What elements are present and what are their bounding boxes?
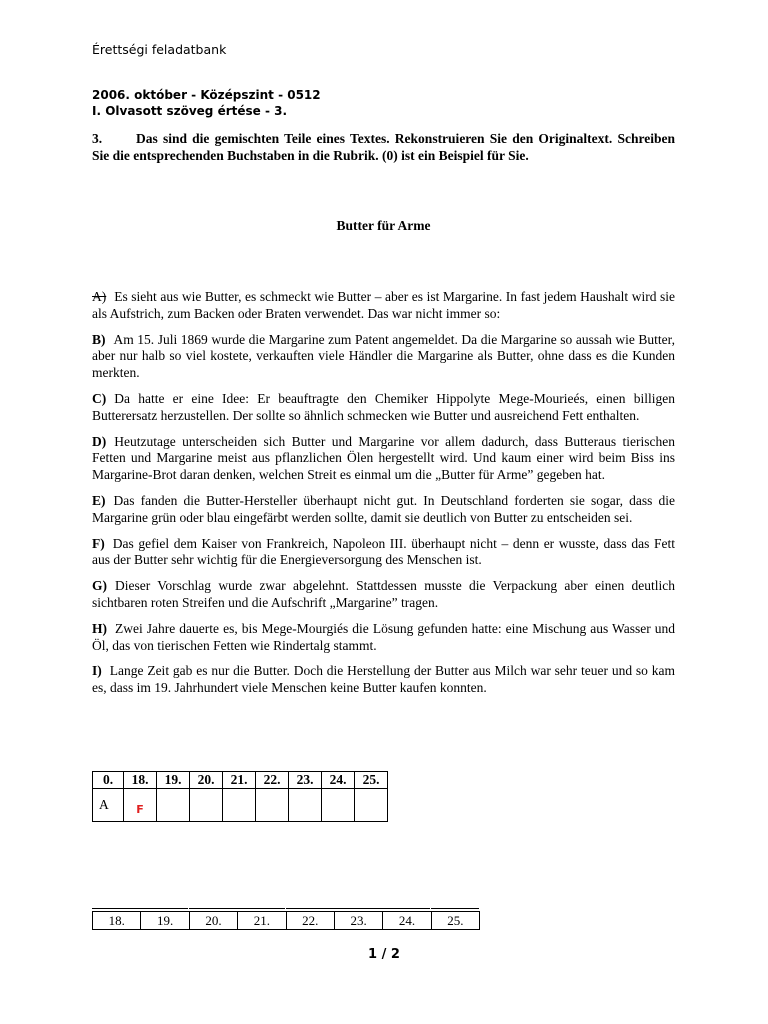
paragraph-label: C) bbox=[92, 390, 107, 406]
score-strip-label: 19. bbox=[156, 913, 174, 928]
paragraph-f bbox=[92, 536, 675, 570]
score-strip-label: 21. bbox=[253, 913, 270, 928]
paragraph-d bbox=[92, 434, 675, 484]
paragraph-text: Heutzutage unterscheiden sich Butter und Margarine vor allem dadurch, dass Butteraus tierischen Fetten und Margarine meist aus pflanzlichen Ölen hergestellt wird. Und kaum einer wird beim Biss ins Margarine-Brot daran denken, welchen Streit es einmal um die „Butter für Arme” gegeben hat. bbox=[92, 433, 675, 483]
answer-example-cell: A bbox=[93, 789, 124, 822]
paragraph-g bbox=[92, 578, 675, 612]
paragraph-label: G) bbox=[92, 578, 107, 594]
score-strip-cell bbox=[141, 912, 189, 929]
paragraph-i bbox=[92, 663, 675, 697]
answer-cell[interactable] bbox=[355, 789, 388, 822]
paragraph-text: Lange Zeit gab es nur die Butter. Doch die Herstellung der Butter aus Milch war sehr teuer und so kam es, dass im 19. Jahrhundert viele Menschen keine Butter kaufen konnten. bbox=[92, 663, 675, 696]
paragraph-text: Das gefiel dem Kaiser von Frankreich, Napoleon III. überhaupt nicht – denn er wusste, dass das Fett aus der Butter sehr wichtig für die Energieversorgung des Menschen ist. bbox=[92, 535, 675, 568]
answer-header: 0. bbox=[93, 772, 124, 789]
paragraph-h bbox=[92, 621, 675, 655]
paragraph-label: I) bbox=[92, 663, 102, 679]
paragraph-label: F) bbox=[92, 535, 105, 551]
score-strip-label: 20. bbox=[205, 913, 222, 928]
answer-header: 24. bbox=[322, 772, 355, 789]
score-strip-cell bbox=[287, 912, 335, 929]
score-strip-label: 18. bbox=[108, 913, 125, 928]
answer-table bbox=[92, 771, 388, 822]
paragraph-text: Zwei Jahre dauerte es, bis Mege-Mourgiés die Lösung gefunden hatte: eine Mischung aus Wasser und Öl, das von tierischen Fetten wie Rindertalg stammt. bbox=[92, 620, 675, 653]
score-strip-cell bbox=[335, 912, 383, 929]
bank-title: Érettségi feladatbank bbox=[92, 42, 227, 57]
score-strip-cell bbox=[383, 912, 431, 929]
answer-header: 25. bbox=[355, 772, 388, 789]
answer-header: 18. bbox=[124, 772, 157, 789]
answer-cell[interactable] bbox=[223, 789, 256, 822]
section-title: I. Olvasott szöveg értése - 3. bbox=[92, 104, 288, 118]
answer-header-row bbox=[93, 772, 388, 789]
answer-header: 21. bbox=[223, 772, 256, 789]
score-strip bbox=[92, 911, 480, 930]
answer-cell[interactable] bbox=[190, 789, 223, 822]
paragraph-label: E) bbox=[92, 492, 106, 508]
answer-header: 20. bbox=[190, 772, 223, 789]
exam-meta bbox=[92, 87, 321, 119]
paragraph-text: Da hatte er eine Idee: Er beauftragte den Chemiker Hippolyte Mege-Mourieés, einen billigen Butterersatz herzustellen. Der sollte so ähnlich schmecken wie Butter und ausreichend Fett enthalten. bbox=[92, 390, 675, 423]
answer-value-row bbox=[93, 789, 388, 822]
answer-cell[interactable] bbox=[157, 789, 190, 822]
paragraph-label: H) bbox=[92, 620, 107, 636]
paragraph-e bbox=[92, 493, 675, 527]
answer-header: 22. bbox=[256, 772, 289, 789]
task-instruction bbox=[92, 130, 675, 164]
answer-cell[interactable] bbox=[289, 789, 322, 822]
score-strip-cell bbox=[93, 912, 141, 929]
text-title: Butter für Arme bbox=[336, 218, 431, 233]
answer-header: 23. bbox=[289, 772, 322, 789]
paragraph-text: Es sieht aus wie Butter, es schmeckt wie Butter – aber es ist Margarine. In fast jedem Haushalt wird sie als Aufstrich, zum Backen oder Braten verwendet. Das war nicht immer so: bbox=[92, 289, 675, 321]
paragraph-list bbox=[92, 289, 675, 706]
paragraph-text: Dieser Vorschlag wurde zwar abgelehnt. Stattdessen musste die Verpackung aber einen deutlich sichtbaren roten Streifen und die Aufschrift „Margarine” tragen. bbox=[92, 578, 675, 610]
score-strip-cell bbox=[432, 912, 479, 929]
task-text: Das sind die gemischten Teile eines Textes. Rekonstruieren Sie den Originaltext. Schreiben Sie die entsprechenden Buchstaben in die Rubrik. (0) ist ein Beispiel für Sie. bbox=[92, 131, 675, 163]
paragraph-b bbox=[92, 332, 675, 382]
answer-cell[interactable] bbox=[322, 789, 355, 822]
answer-mark: F bbox=[136, 803, 144, 816]
paragraph-c bbox=[92, 391, 675, 425]
score-strip-label: 24. bbox=[398, 913, 416, 928]
paragraph-label: B) bbox=[92, 331, 106, 347]
paragraph-a bbox=[92, 289, 675, 323]
paragraph-label: D) bbox=[92, 433, 107, 449]
paragraph-text: Das fanden die Butter-Hersteller überhaupt nicht gut. In Deutschland forderten sie sogar, dass die Margarine grün oder blau eingefärbt werden sollte, damit sie deutlich von Butter zu entscheiden sei. bbox=[92, 492, 675, 525]
paragraph-text: Am 15. Juli 1869 wurde die Margarine zum Patent angemeldet. Da die Margarine so aussah wie Butter, aber nur halb so viel kostete, verkauften viele Händler die Margarine als Butter, ohne dass es die Kunden merkten. bbox=[92, 331, 675, 381]
answer-cell[interactable] bbox=[256, 789, 289, 822]
score-strip-cell bbox=[190, 912, 238, 929]
paragraph-label: A) bbox=[92, 289, 107, 304]
answer-header: 19. bbox=[157, 772, 190, 789]
answer-cell[interactable] bbox=[124, 789, 157, 822]
score-strip-cell bbox=[238, 912, 286, 929]
score-strip-label: 23. bbox=[350, 913, 367, 928]
task-number: 3. bbox=[92, 131, 103, 146]
page-number: 1 / 2 bbox=[368, 947, 400, 962]
exam-id: 2006. október - Középszint - 0512 bbox=[92, 88, 321, 102]
score-strip-label: 25. bbox=[447, 913, 464, 928]
score-strip-label: 22. bbox=[302, 913, 319, 928]
